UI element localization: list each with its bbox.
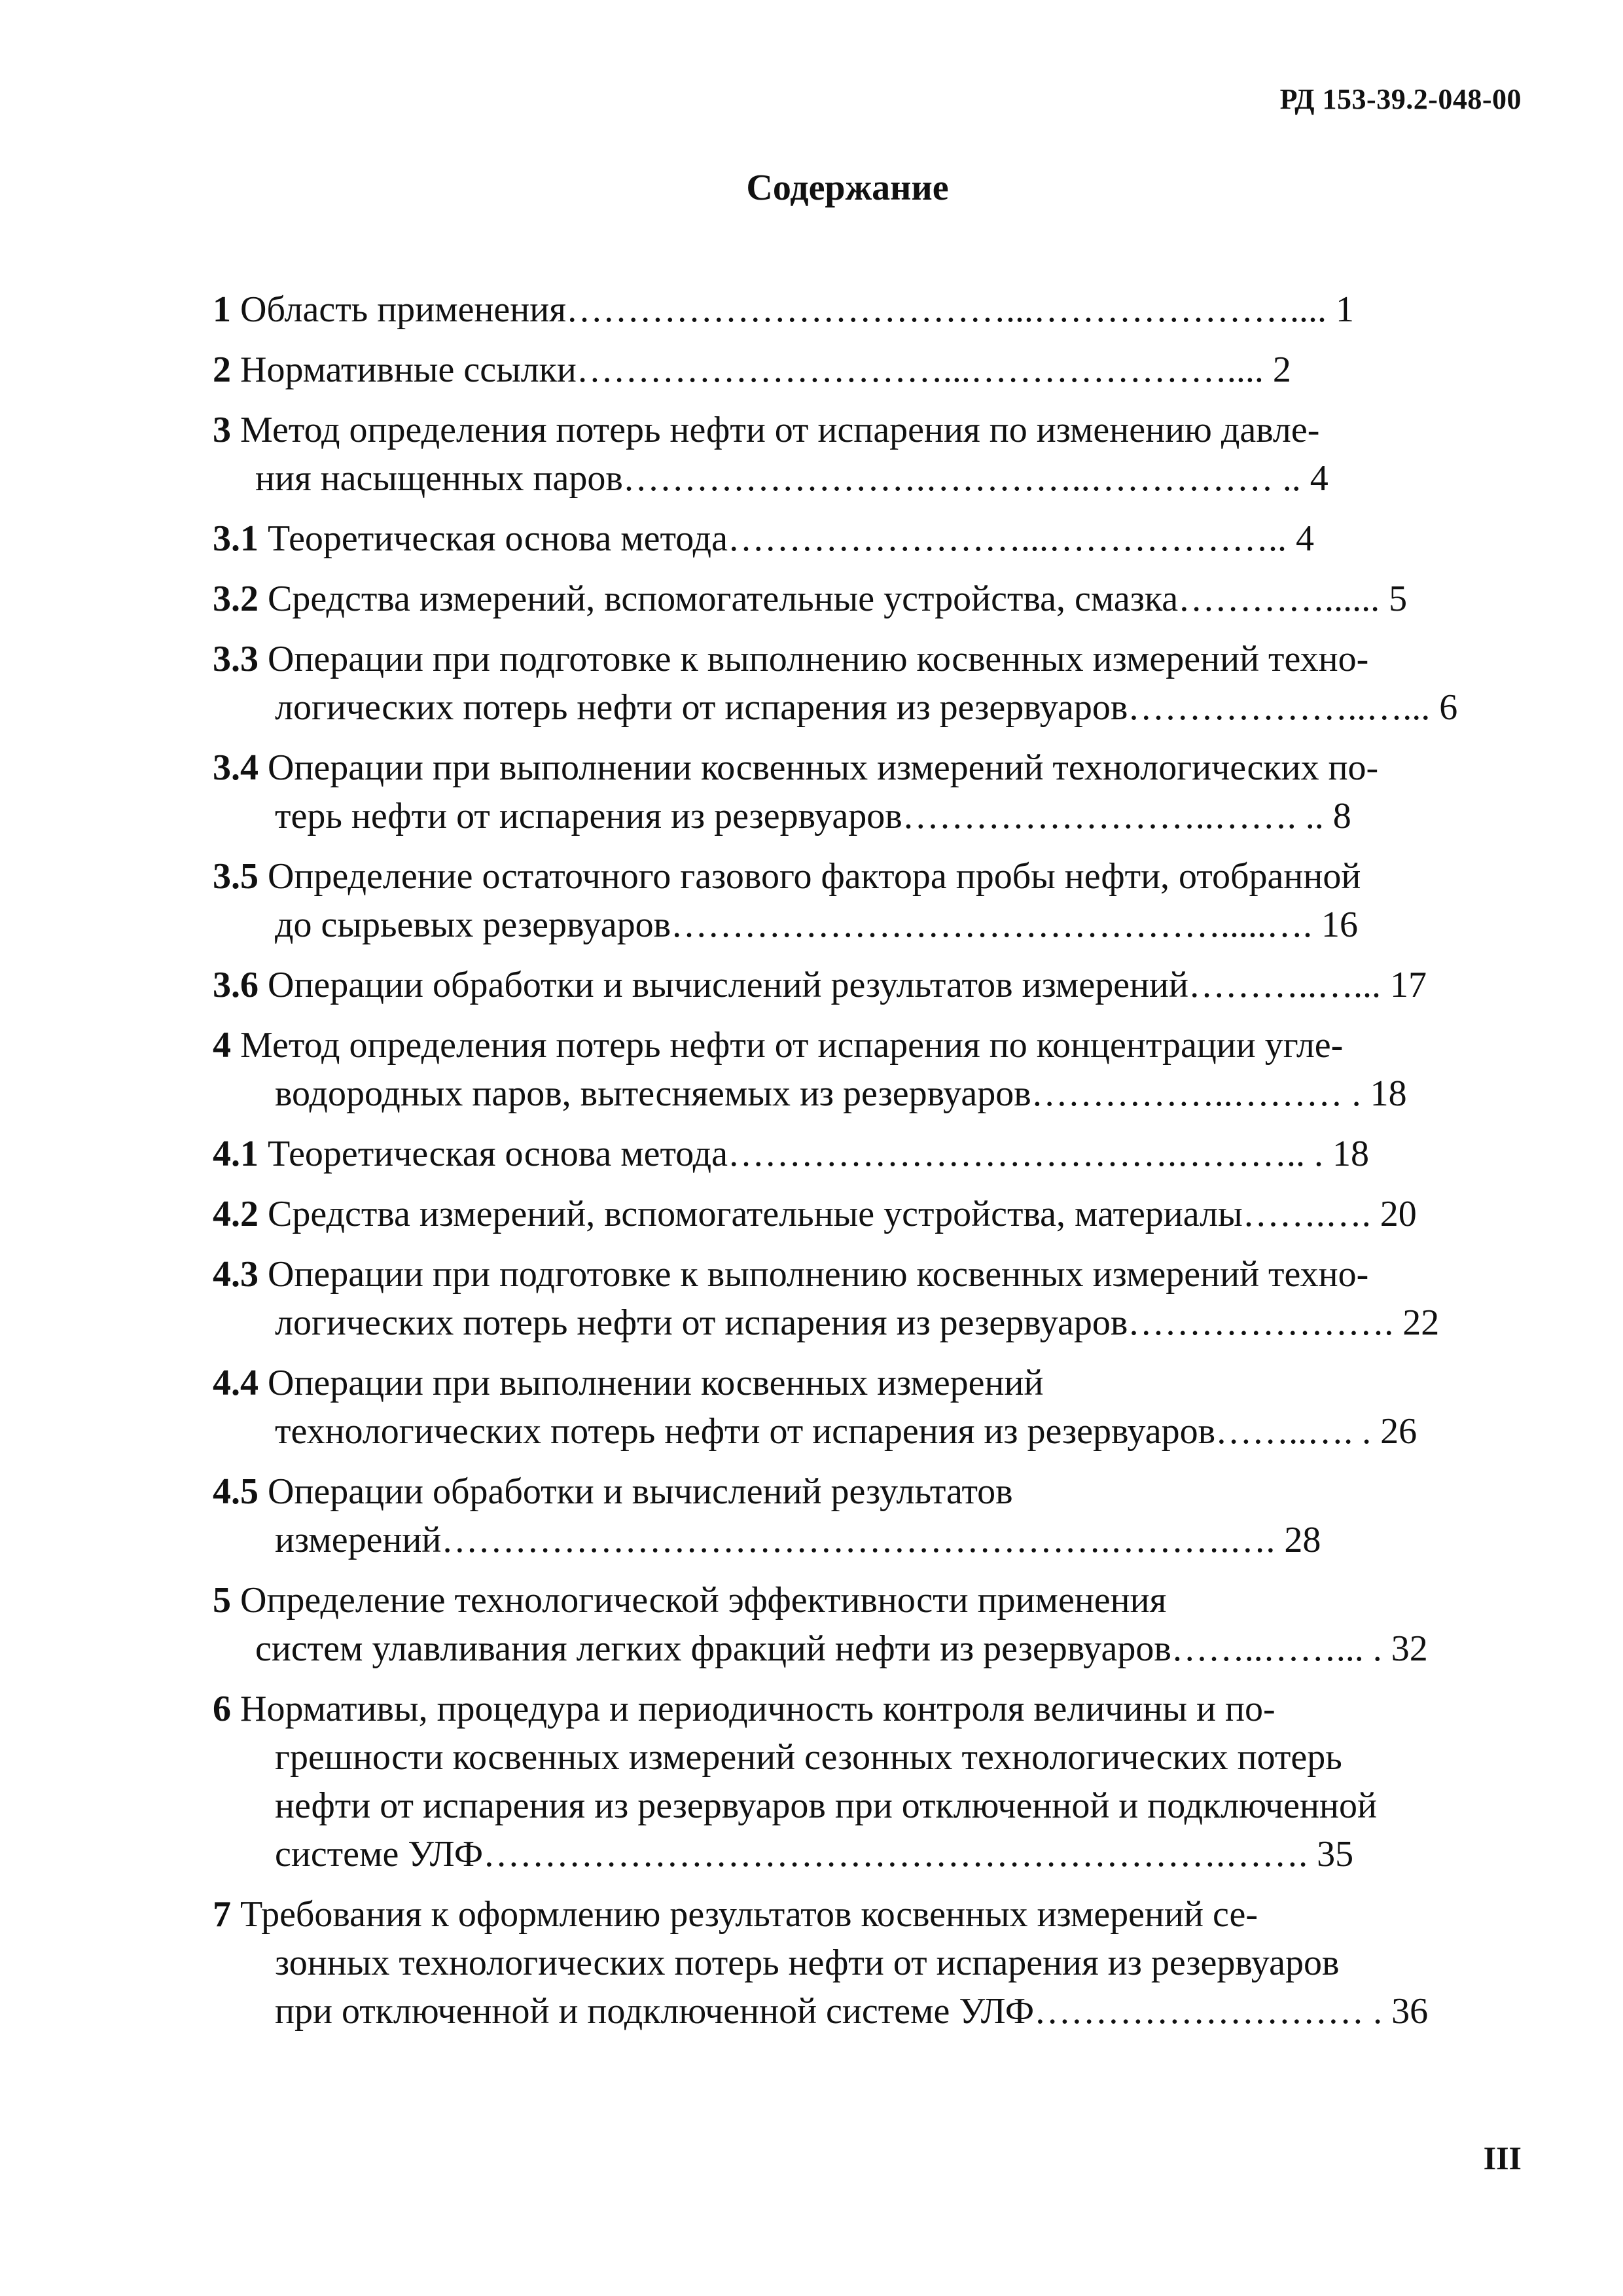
toc-entry: 7 Требования к оформлению результатов косвенных измерений се- bbox=[213, 1894, 1258, 1935]
page-title: Содержание bbox=[746, 168, 949, 208]
toc-entry-continuation: грешности косвенных измерений сезонных технологических потерь bbox=[275, 1737, 1342, 1778]
toc-entry-continuation: до сырьевых резервуаров……………………………………….....…. 16 bbox=[275, 905, 1359, 945]
toc-entry-continuation: системе УЛФ…………………………………………………….……. 35 bbox=[275, 1834, 1354, 1874]
toc-entry: 3.5 Определение остаточного газового фактора пробы нефти, отобранной bbox=[213, 856, 1361, 897]
page-number: III bbox=[1483, 2140, 1522, 2176]
toc-entry-continuation: зонных технологических потерь нефти от испарения из резервуаров bbox=[275, 1943, 1340, 1983]
toc-entry-continuation: логических потерь нефти от испарения из резервуаров………………..…... 6 bbox=[275, 687, 1458, 728]
toc-entry: 3.4 Операции при выполнении косвенных измерений технологических по- bbox=[213, 747, 1379, 788]
document-code: РД 153-39.2-048-00 bbox=[1279, 83, 1522, 115]
toc-entry: 4.3 Операции при подготовке к выполнению косвенных измерений техно- bbox=[213, 1254, 1369, 1295]
toc-entry: 5 Определение технологической эффективности применения bbox=[213, 1580, 1167, 1621]
toc-entry: 3.2 Средства измерений, вспомогательные устройства, смазка…………...... 5 bbox=[213, 579, 1408, 619]
toc-entry-continuation: при отключенной и подключенной системе УЛФ……………………… . 36 bbox=[275, 1991, 1429, 2032]
toc-entry: 6 Нормативы, процедура и периодичность контроля величины и по- bbox=[213, 1689, 1275, 1729]
toc-entry: 3.3 Операции при подготовке к выполнению косвенных измерений техно- bbox=[213, 639, 1369, 679]
toc-entry: 4.1 Теоретическая основа метода……………………………….……….. . 18 bbox=[213, 1134, 1370, 1174]
toc-entry-continuation: систем улавливания легких фракций нефти из резервуаров……..……... . 32 bbox=[255, 1628, 1428, 1669]
toc-entry: 4 Метод определения потерь нефти от испарения по концентрации угле- bbox=[213, 1025, 1344, 1066]
toc-entry: 2 Нормативные ссылки…………………………...………………….... 2 bbox=[213, 350, 1291, 390]
toc-entry-continuation: измерений……………………………………………….……….…. 28 bbox=[275, 1520, 1321, 1560]
toc-entry: 3.6 Операции обработки и вычислений результатов измерений………..…... 17 bbox=[213, 965, 1427, 1005]
toc-entry: 3.1 Теоретическая основа метода……………………...……………….. 4 bbox=[213, 518, 1315, 559]
toc-entry-continuation: водородных паров, вытесняемых из резервуаров……………..……… . 18 bbox=[275, 1073, 1407, 1114]
toc-entry-continuation: технологических потерь нефти от испарения из резервуаров……..…. . 26 bbox=[275, 1411, 1418, 1452]
toc-entry-continuation: терь нефти от испарения из резервуаров……………………..……. .. 8 bbox=[275, 796, 1351, 836]
toc-entry: 1 Область применения………………………………...………………….... 1 bbox=[213, 289, 1354, 330]
toc-entry: 4.2 Средства измерений, вспомогательные устройства, материалы…….…. 20 bbox=[213, 1194, 1417, 1234]
toc-entry-continuation: логических потерь нефти от испарения из резервуаров…………………. 22 bbox=[275, 1302, 1440, 1343]
toc-entry: 4.5 Операции обработки и вычислений результатов bbox=[213, 1471, 1013, 1512]
toc-entry: 4.4 Операции при выполнении косвенных измерений bbox=[213, 1363, 1044, 1403]
toc-entry-continuation: ния насыщенных паров…………………….…………..…………… .. 4 bbox=[255, 458, 1329, 499]
toc-entry-continuation: нефти от испарения из резервуаров при отключенной и подключенной bbox=[275, 1785, 1377, 1826]
toc-entry: 3 Метод определения потерь нефти от испарения по изменению давле- bbox=[213, 410, 1320, 450]
